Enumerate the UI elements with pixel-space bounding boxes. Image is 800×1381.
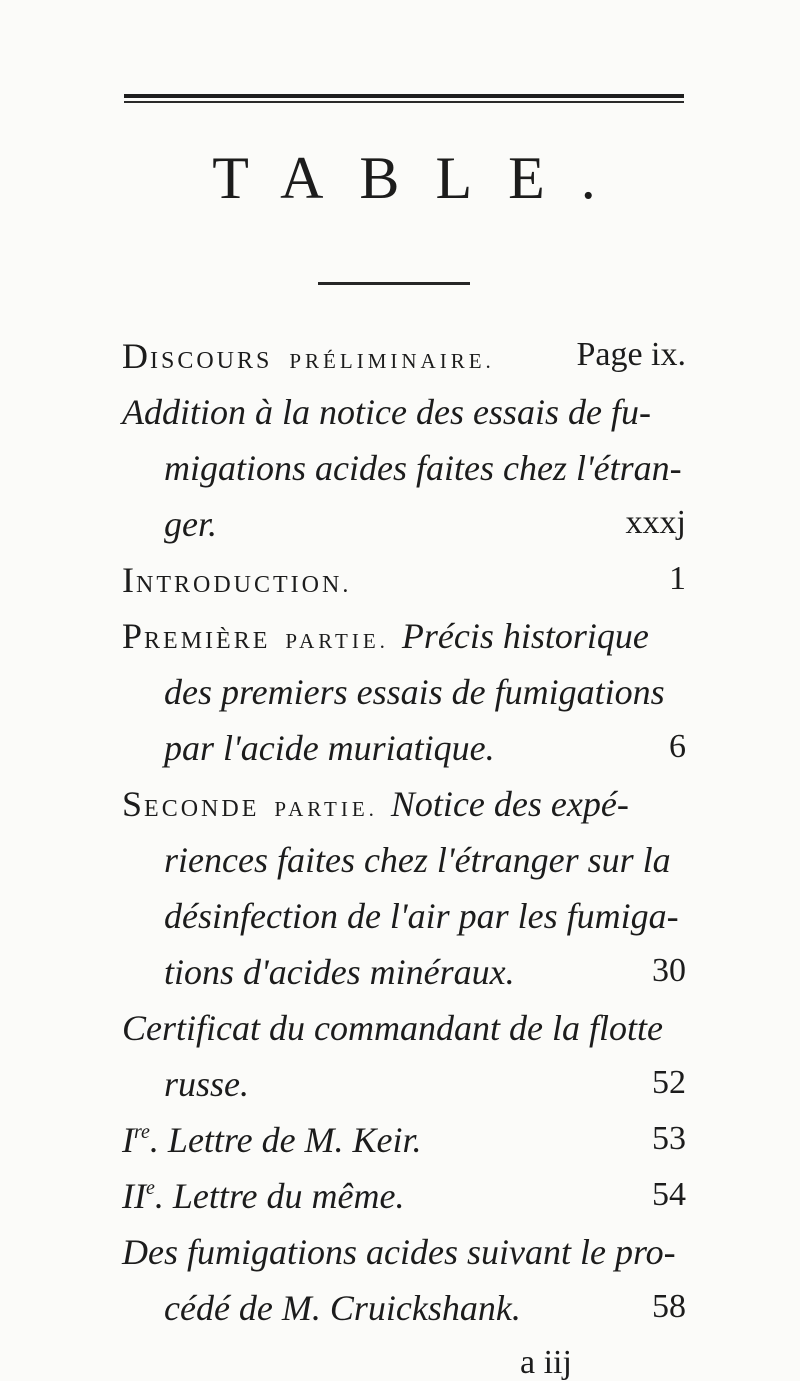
entry-text: riences faites chez l'étranger sur la xyxy=(164,840,671,880)
entry-text: Notice des expé- xyxy=(390,784,629,824)
entry-text: des premiers essais de fumigations xyxy=(164,672,665,712)
toc-entry-addition xyxy=(122,394,686,430)
entry-initial: S xyxy=(122,784,145,824)
page-title: TABLE. xyxy=(212,145,632,211)
roman-numeral: I xyxy=(122,1120,134,1160)
toc-entry-introduction xyxy=(122,562,686,598)
entry-caps: ISCOURS xyxy=(150,348,273,374)
page-number: 54 xyxy=(652,1176,686,1213)
toc-entry-seconde-line3 xyxy=(164,898,686,934)
page-number: 1 xyxy=(669,560,686,597)
toc-entry-certificat xyxy=(122,1010,686,1046)
page-number: 6 xyxy=(669,728,686,765)
page-number: Page ix. xyxy=(576,336,686,373)
page-number: xxxj xyxy=(625,504,686,541)
ordinal-suffix: re xyxy=(134,1121,150,1143)
entry-text: Précis historique xyxy=(401,616,649,656)
toc-entry-addition-line2 xyxy=(164,450,686,486)
entry-text: désinfection de l'air par les fumiga- xyxy=(164,896,679,936)
signature-mark: a iij xyxy=(520,1344,572,1381)
entry-text: tions d'acides minéraux. xyxy=(164,952,515,992)
entry-text: cédé de M. Cruickshank. xyxy=(164,1288,521,1328)
entry-text: Addition à la notice des essais de fu- xyxy=(122,392,651,432)
ordinal-suffix: e xyxy=(145,1177,155,1199)
entry-small-caps: PRÉLIMINAIRE. xyxy=(289,349,495,373)
toc-entry-addition-line3 xyxy=(164,506,686,542)
entry-text: Certificat du commandant de la flotte xyxy=(122,1008,663,1048)
toc-entry-fumigations-cruickshank xyxy=(122,1234,686,1270)
toc-entry-seconde-line4 xyxy=(164,954,686,990)
roman-numeral: II xyxy=(122,1176,146,1216)
entry-caps: ECONDE xyxy=(144,796,260,822)
toc-entry-discours xyxy=(122,338,686,374)
entry-text: ger. xyxy=(164,504,217,544)
toc-entry-lettre-2 xyxy=(122,1178,686,1214)
entry-initial: I xyxy=(122,560,136,600)
toc-entry-seconde-partie xyxy=(122,786,686,822)
entry-small-caps: PARTIE. xyxy=(285,629,389,653)
entry-text: migations acides faites chez l'étran- xyxy=(164,448,682,488)
entry-caps: REMIÈRE xyxy=(144,628,271,654)
page-number: 58 xyxy=(652,1288,686,1325)
entry-text: . Lettre de M. Keir. xyxy=(149,1120,422,1160)
entry-text: par l'acide muriatique. xyxy=(164,728,495,768)
entry-initial: D xyxy=(122,336,150,376)
page-number: 53 xyxy=(652,1120,686,1157)
entry-text: russe. xyxy=(164,1064,250,1104)
page-number: 30 xyxy=(652,952,686,989)
toc-entry-fumigations-cruickshank-line2 xyxy=(164,1290,686,1326)
toc-entry-premiere-line3 xyxy=(164,730,686,766)
entry-initial: P xyxy=(122,616,145,656)
toc-entry-lettre-1 xyxy=(122,1122,686,1158)
page-number: 52 xyxy=(652,1064,686,1101)
entry-text: Des fumigations acides suivant le pro- xyxy=(122,1232,676,1272)
toc-entry-certificat-line2 xyxy=(164,1066,686,1102)
entry-text: . Lettre du même. xyxy=(154,1176,405,1216)
toc-entry-seconde-line2 xyxy=(164,842,686,878)
toc-entry-premiere-partie xyxy=(122,618,686,654)
toc-entry-premiere-line2 xyxy=(164,674,686,710)
entry-caps: NTRODUCTION. xyxy=(136,572,352,598)
entry-small-caps: PARTIE. xyxy=(274,797,378,821)
